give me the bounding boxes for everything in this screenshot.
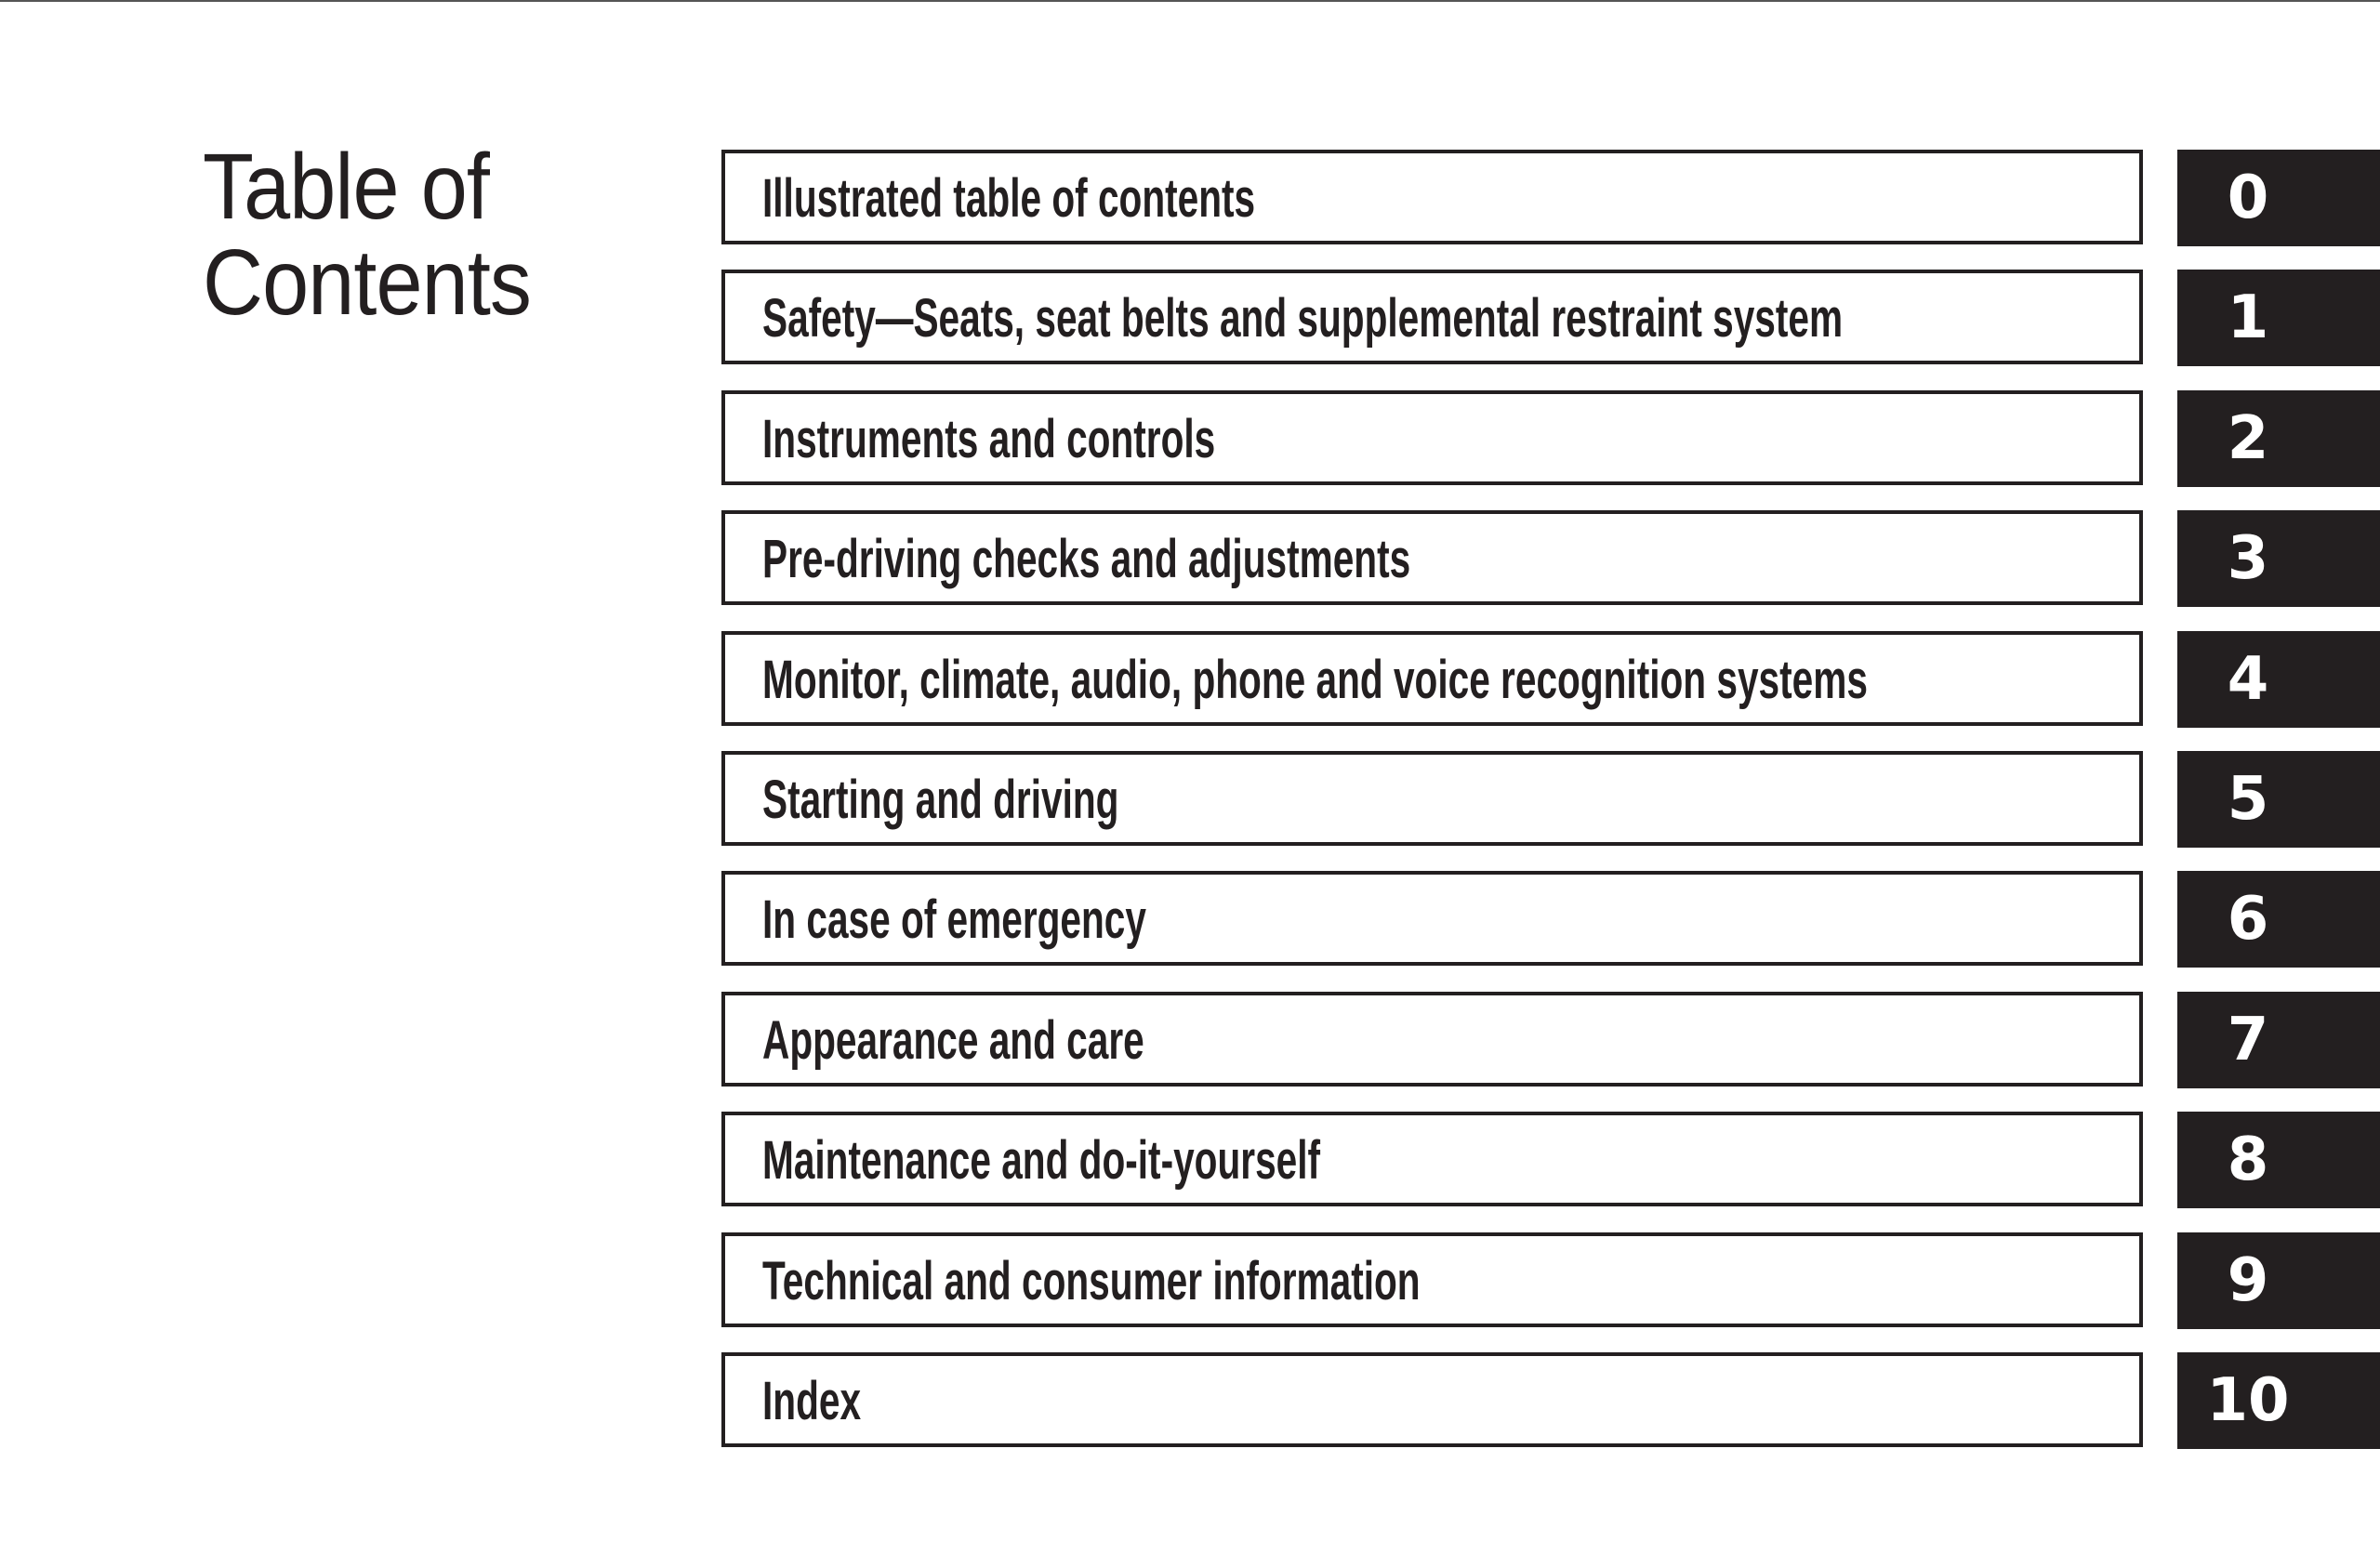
section-number: 1 — [2227, 283, 2269, 352]
toc-row-6 — [0, 871, 2380, 968]
toc-row-0 — [0, 150, 2380, 246]
toc-row-2 — [0, 390, 2380, 487]
section-tab-7[interactable] — [2177, 992, 2380, 1088]
toc-entry-label: Illustrated table of contents — [762, 168, 1256, 229]
toc-entry-appearance-and-care[interactable] — [721, 992, 2143, 1087]
section-tab-4[interactable] — [2177, 631, 2380, 728]
toc-entry-safety[interactable] — [721, 270, 2143, 364]
section-number: 10 — [2206, 1366, 2290, 1435]
toc-entry-in-case-of-emergency[interactable] — [721, 871, 2143, 966]
section-number: 3 — [2227, 524, 2269, 593]
page-title-line-2: Contents — [203, 230, 532, 335]
section-tab-8[interactable] — [2177, 1112, 2380, 1208]
section-tab-3[interactable] — [2177, 510, 2380, 607]
toc-row-5 — [0, 751, 2380, 848]
toc-entry-label: Safety—Seats, seat belts and supplemental restraint system — [762, 288, 1844, 349]
section-tab-0[interactable] — [2177, 150, 2380, 246]
toc-entry-label: Maintenance and do-it-yourself — [762, 1130, 1321, 1191]
toc-entry-label: In case of emergency — [762, 889, 1146, 950]
top-rule — [0, 0, 2380, 2]
section-number: 9 — [2227, 1246, 2269, 1315]
toc-entry-pre-driving-checks[interactable] — [721, 510, 2143, 605]
toc-entry-monitor-climate-audio[interactable] — [721, 631, 2143, 726]
toc-entry-technical-and-consumer-information[interactable] — [721, 1232, 2143, 1327]
toc-entry-label: Technical and consumer information — [762, 1251, 1421, 1311]
section-number: 7 — [2227, 1006, 2269, 1074]
toc-entry-label: Starting and driving — [762, 770, 1119, 830]
toc-entry-label: Index — [762, 1371, 862, 1431]
section-tab-10[interactable] — [2177, 1352, 2380, 1449]
section-tab-2[interactable] — [2177, 390, 2380, 487]
section-number: 5 — [2227, 765, 2269, 834]
section-number: 4 — [2227, 645, 2269, 714]
toc-entry-label: Monitor, climate, audio, phone and voice recognition systems — [762, 650, 1868, 710]
section-tab-6[interactable] — [2177, 871, 2380, 968]
toc-row-10 — [0, 1352, 2380, 1449]
toc-entry-label: Pre-driving checks and adjustments — [762, 529, 1411, 589]
section-number: 6 — [2227, 885, 2269, 954]
toc-row-1 — [0, 270, 2380, 366]
section-tab-9[interactable] — [2177, 1232, 2380, 1329]
section-tab-1[interactable] — [2177, 270, 2380, 366]
toc-row-8 — [0, 1112, 2380, 1208]
toc-row-4 — [0, 631, 2380, 728]
toc-entry-index[interactable] — [721, 1352, 2143, 1447]
section-number: 8 — [2227, 1126, 2269, 1194]
page-title-line-1: Table of — [203, 135, 490, 239]
toc-row-9 — [0, 1232, 2380, 1329]
toc-entry-instruments-and-controls[interactable] — [721, 390, 2143, 485]
toc-entry-label: Instruments and controls — [762, 409, 1216, 469]
toc-entry-starting-and-driving[interactable] — [721, 751, 2143, 846]
toc-row-7 — [0, 992, 2380, 1088]
toc-entry-maintenance[interactable] — [721, 1112, 2143, 1206]
section-tab-5[interactable] — [2177, 751, 2380, 848]
section-number: 0 — [2227, 164, 2269, 232]
toc-entry-illustrated-table-of-contents[interactable] — [721, 150, 2143, 244]
toc-row-3 — [0, 510, 2380, 607]
toc-entry-label: Appearance and care — [762, 1010, 1144, 1071]
section-number: 2 — [2227, 404, 2269, 473]
